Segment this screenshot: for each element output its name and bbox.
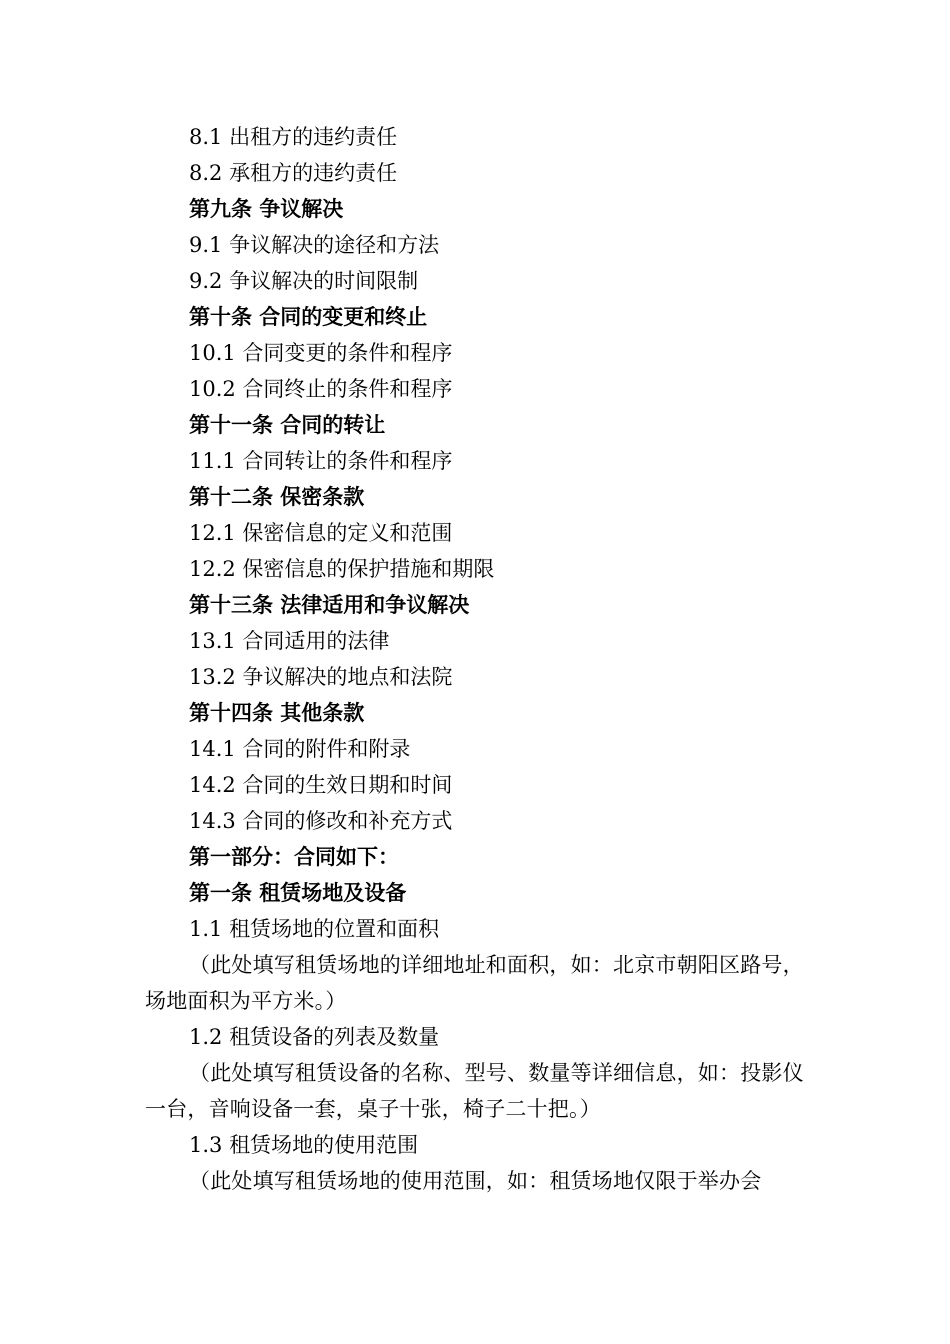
document-body bbox=[145, 119, 807, 1199]
article-heading: 第十条 合同的变更和终止 bbox=[189, 305, 428, 329]
clause-item: 1.1 租赁场地的位置和面积 bbox=[189, 917, 440, 941]
clause-item: 11.1 合同转让的条件和程序 bbox=[189, 449, 453, 473]
clause-item: 12.1 保密信息的定义和范围 bbox=[189, 521, 453, 545]
clause-note: （此处填写租赁设备的名称、型号、数量等详细信息，如：投影仪一台，音响设备一套，桌子十张，椅子二十把。） bbox=[145, 1061, 804, 1121]
clause-item: 8.1 出租方的违约责任 bbox=[189, 125, 398, 149]
clause-item: 9.2 争议解决的时间限制 bbox=[189, 269, 419, 293]
article-heading: 第十二条 保密条款 bbox=[189, 485, 365, 509]
clause-item: 1.3 租赁场地的使用范围 bbox=[189, 1133, 419, 1157]
part-heading: 第一部分：合同如下： bbox=[189, 845, 399, 869]
clause-item: 14.1 合同的附件和附录 bbox=[189, 737, 411, 761]
clause-item: 14.3 合同的修改和补充方式 bbox=[189, 809, 453, 833]
clause-item: 14.2 合同的生效日期和时间 bbox=[189, 773, 453, 797]
clause-note: （此处填写租赁场地的详细地址和面积，如：北京市朝阳区路号，场地面积为平方米。） bbox=[145, 953, 804, 1013]
article-heading: 第九条 争议解决 bbox=[189, 197, 344, 221]
article-heading: 第十一条 合同的转让 bbox=[189, 413, 386, 437]
clause-item: 8.2 承租方的违约责任 bbox=[189, 161, 398, 185]
clause-item: 9.1 争议解决的途径和方法 bbox=[189, 233, 440, 257]
clause-item: 13.1 合同适用的法律 bbox=[189, 629, 390, 653]
article-heading: 第一条 租赁场地及设备 bbox=[189, 881, 407, 905]
article-heading: 第十四条 其他条款 bbox=[189, 701, 365, 725]
clause-item: 10.1 合同变更的条件和程序 bbox=[189, 341, 453, 365]
article-heading: 第十三条 法律适用和争议解决 bbox=[189, 593, 470, 617]
clause-item: 13.2 争议解决的地点和法院 bbox=[189, 665, 453, 689]
clause-item: 12.2 保密信息的保护措施和期限 bbox=[189, 557, 495, 581]
clause-note: （此处填写租赁场地的使用范围，如：租赁场地仅限于举办会 bbox=[189, 1169, 762, 1193]
clause-item: 1.2 租赁设备的列表及数量 bbox=[189, 1025, 440, 1049]
clause-item: 10.2 合同终止的条件和程序 bbox=[189, 377, 453, 401]
